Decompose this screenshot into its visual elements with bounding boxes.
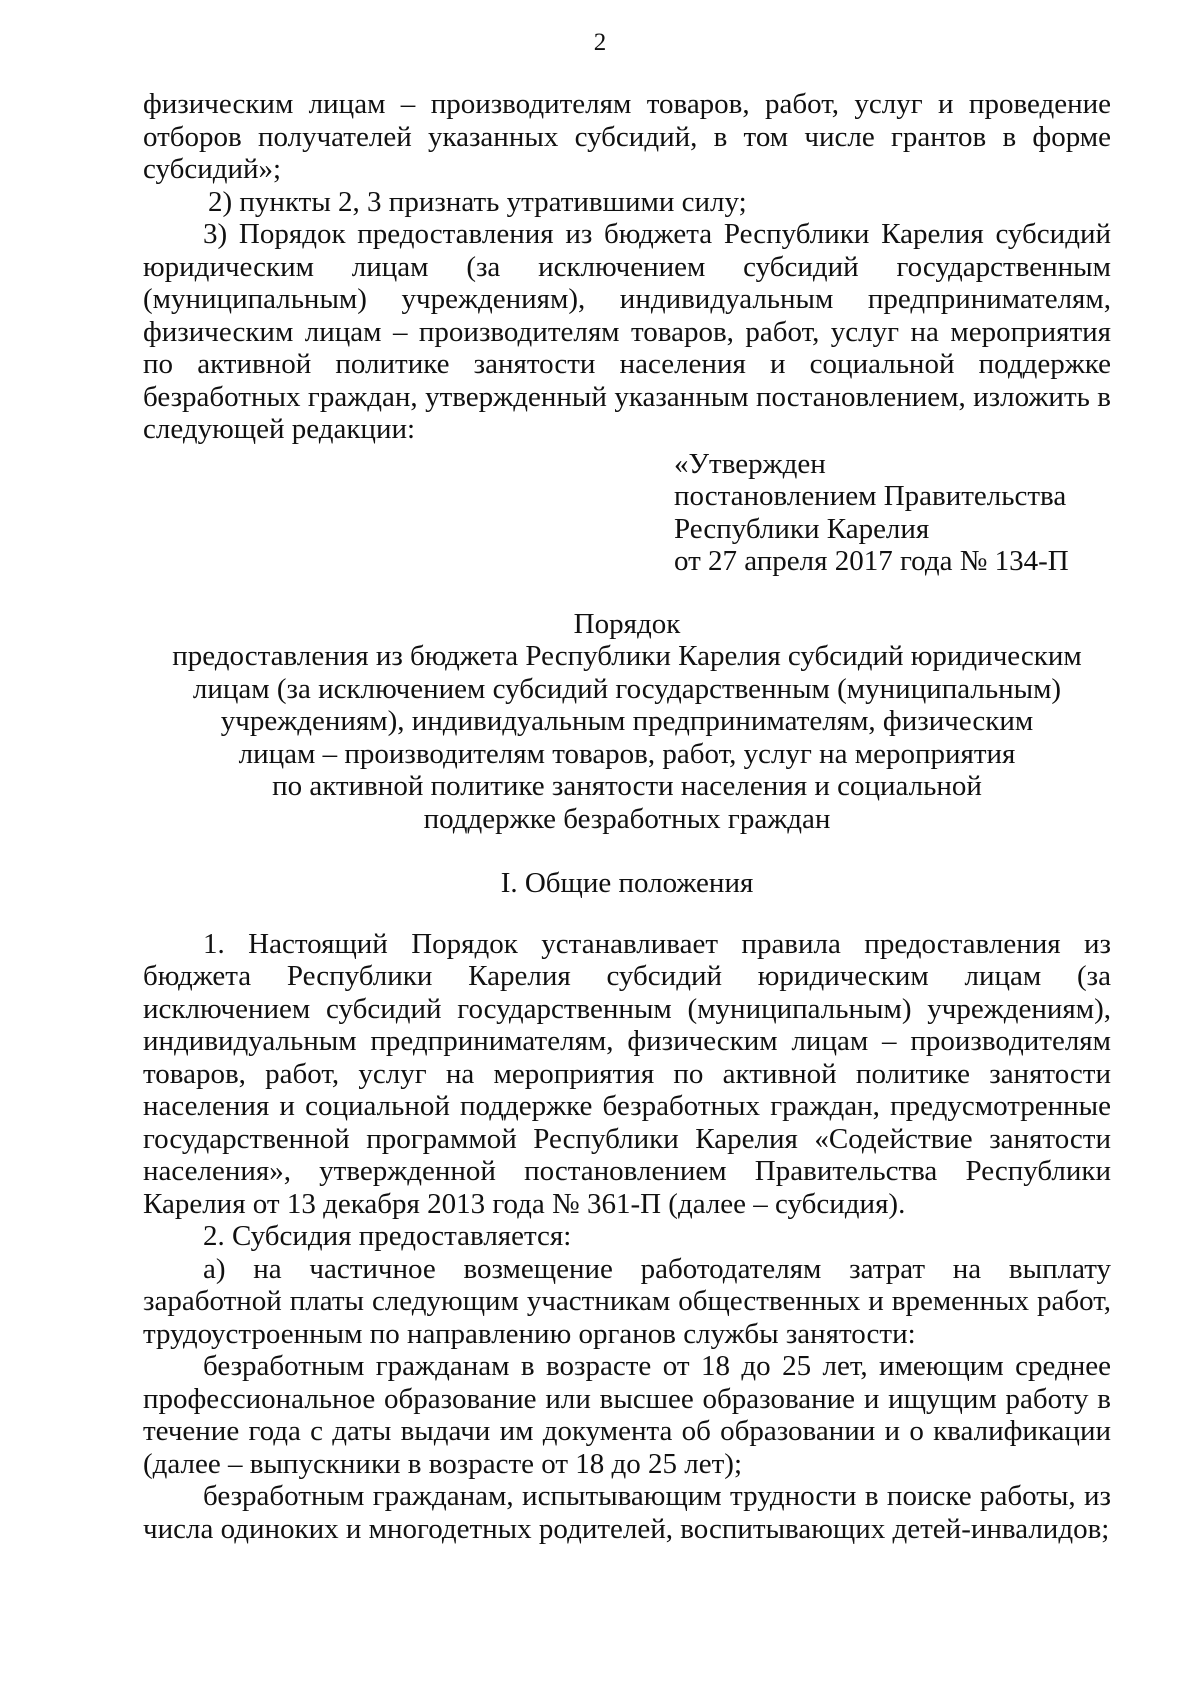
approval-line: от 27 апреля 2017 года № 134-П xyxy=(674,545,1069,577)
approval-line: «Утвержден xyxy=(674,447,826,480)
section-heading: I. Общие положения xyxy=(500,867,754,899)
item-2-paragraph: 2) пункты 2, 3 признать утратившими силу; xyxy=(208,185,747,218)
document-body xyxy=(143,88,1111,1545)
paragraph-2a-item: безработным гражданам, испытывающим трудности в поиске работы, из числа одиноких и многодетных родителей, воспитывающих детей-инвалидов; xyxy=(143,1480,1111,1545)
title-line: лицам (за исключением субсидий государственным (муниципальным) xyxy=(192,672,1062,705)
page-number: 2 xyxy=(593,29,607,56)
paragraph-2a-item: безработным гражданам в возрасте от 18 до 25 лет, имеющим среднее профессиональное образование или высшее образование и ищущим работу в течение года с даты выдачи им документа об образовании и о квалификации (далее – выпускники в возрасте от 18 до 25 лет); xyxy=(143,1350,1111,1480)
approval-line: постановлением Правительства xyxy=(674,480,1067,512)
paragraph-2a: а) на частичное возмещение работодателям затрат на выплату заработной платы следующим участникам общественных и временных работ, трудоустроенным по направлению органов службы занятости: xyxy=(143,1252,1111,1350)
intro-paragraph: физическим лицам – производителям товаров, работ, услуг и проведение отборов получателей указанных субсидий, в том числе грантов в форме субсидий»; xyxy=(143,88,1111,185)
document-title xyxy=(143,608,1111,836)
title-line: по активной политике занятости населения и социальной xyxy=(272,770,982,802)
title-line: лицам – производителям товаров, работ, услуг на мероприятия xyxy=(238,737,1016,770)
title-line: Порядок xyxy=(573,607,681,640)
approval-line: Республики Карелия xyxy=(674,512,930,545)
item-3-paragraph: 3) Порядок предоставления из бюджета Республики Карелия субсидий юридическим лицам (за исключением субсидий государственным (муниципальным) учреждениям), индивидуальным предпринимателям, физическим лицам – производителям товаров, работ, услуг на мероприятия по активной политике занятости населения и социальной поддержке безработных граждан, утвержденный указанным постановлением, изложить в следующей редакции: xyxy=(143,218,1111,445)
title-line: учреждениям), индивидуальным предпринимателям, физическим xyxy=(220,705,1034,737)
title-line: предоставления из бюджета Республики Карелия субсидий юридическим xyxy=(172,640,1082,672)
approval-stamp-text xyxy=(674,448,1111,578)
paragraph-1: 1. Настоящий Порядок устанавливает правила предоставления из бюджета Республики Карелия субсидий юридическим лицам (за исключением субсидий государственным (муниципальным) учреждениям), индивидуальным предпринимателям, физическим лицам – производителям товаров, работ, услуг на мероприятия по активной политике занятости населения и социальной поддержке безработных граждан, предусмотренные государственной программой Республики Карелия «Содействие занятости населения», утвержденной постановлением Правительства Республики Карелия от 13 декабря 2013 года № 361-П (далее – субсидия). xyxy=(143,927,1111,1220)
title-line: поддержке безработных граждан xyxy=(423,802,831,835)
paragraph-2: 2. Субсидия предоставляется: xyxy=(203,1220,572,1252)
